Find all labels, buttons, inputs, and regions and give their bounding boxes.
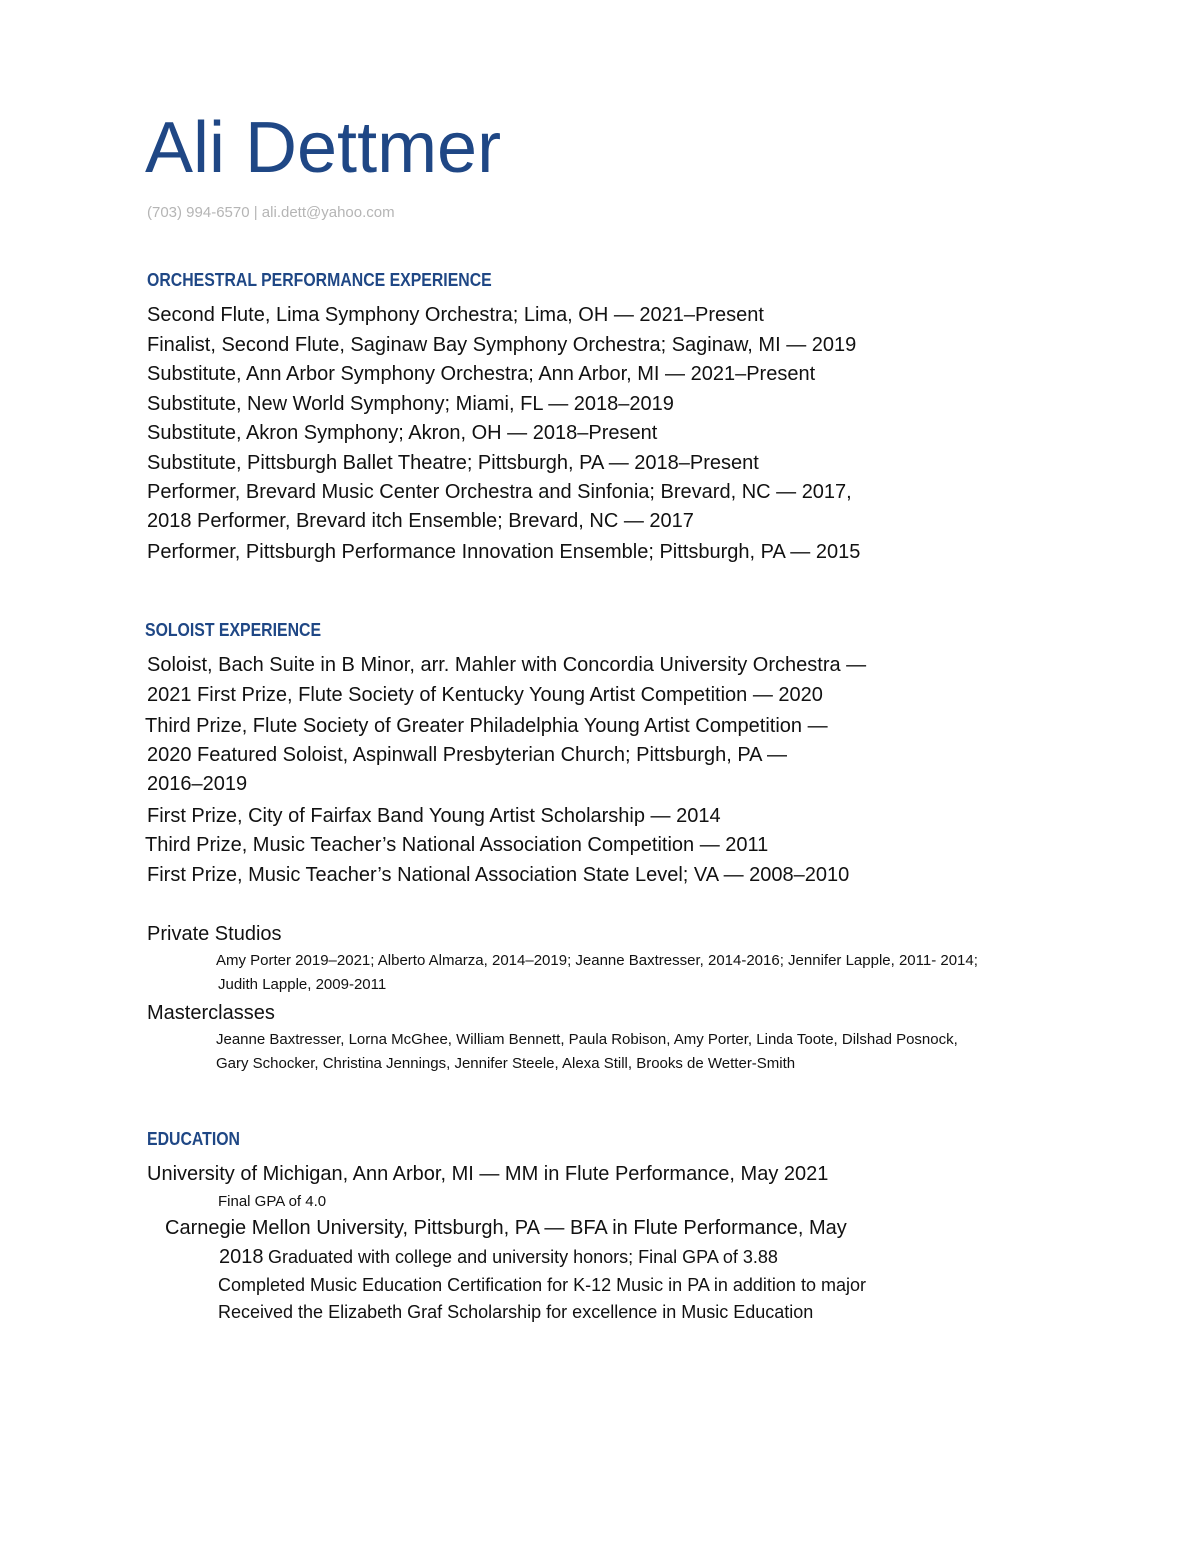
soloist-line: Soloist, Bach Suite in B Minor, arr. Mahler with Concordia University Orchestra — (147, 654, 867, 676)
orchestral-line: Finalist, Second Flute, Saginaw Bay Symphony Orchestra; Saginaw, MI — 2019 (147, 334, 857, 356)
education-cmu-honors-row (219, 1247, 778, 1267)
orchestral-line: 2018 Performer, Brevard itch Ensemble; Brevard, NC — 2017 (147, 510, 694, 532)
education-cmu-scholarship: Received the Elizabeth Graf Scholarship for excellence in Music Education (218, 1302, 814, 1322)
studios-line: Judith Lapple, 2009-2011 (218, 976, 387, 993)
studios-line: Amy Porter 2019–2021; Alberto Almarza, 2014–2019; Jeanne Baxtresser, 2014-2016; Jennifer Lapple, 2011- 2014; (216, 952, 978, 969)
masterclasses-line: Jeanne Baxtresser, Lorna McGhee, William Bennett, Paula Robison, Amy Porter, Linda Toote, Dilshad Posnock, (216, 1031, 958, 1048)
education-umich: University of Michigan, Ann Arbor, MI — MM in Flute Performance, May 2021 (147, 1163, 829, 1185)
orchestral-line: Second Flute, Lima Symphony Orchestra; Lima, OH — 2021–Present (147, 304, 764, 326)
education-umich-gpa: Final GPA of 4.0 (218, 1193, 327, 1210)
section-heading-orchestral: ORCHESTRAL PERFORMANCE EXPERIENCE (147, 270, 492, 290)
education-cmu-certification: Completed Music Education Certification for K-12 Music in PA in addition to major (218, 1275, 866, 1295)
soloist-line: First Prize, City of Fairfax Band Young Artist Scholarship — 2014 (147, 805, 721, 827)
soloist-line: 2020 Featured Soloist, Aspinwall Presbyterian Church; Pittsburgh, PA — (147, 744, 787, 766)
soloist-line: Third Prize, Flute Society of Greater Philadelphia Young Artist Competition — (145, 715, 828, 737)
education-cmu-honors: Graduated with college and university honors; Final GPA of 3.88 (267, 1247, 778, 1267)
candidate-name: Ali Dettmer (145, 108, 502, 188)
orchestral-line: Substitute, Akron Symphony; Akron, OH — 2018–Present (147, 422, 658, 444)
section-heading-soloist: SOLOIST EXPERIENCE (145, 620, 322, 640)
subsection-heading-masterclasses: Masterclasses (147, 1002, 275, 1024)
contact-info: (703) 994-6570 | ali.dett@yahoo.com (147, 204, 395, 221)
soloist-line: First Prize, Music Teacher’s National Association State Level; VA — 2008–2010 (147, 864, 850, 886)
subsection-heading-private-studios: Private Studios (147, 923, 282, 945)
soloist-line: 2016–2019 (147, 773, 248, 795)
orchestral-line: Performer, Brevard Music Center Orchestra and Sinfonia; Brevard, NC — 2017, (147, 481, 852, 503)
orchestral-line: Substitute, Pittsburgh Ballet Theatre; Pittsburgh, PA — 2018–Present (147, 452, 759, 474)
masterclasses-line: Gary Schocker, Christina Jennings, Jennifer Steele, Alexa Still, Brooks de Wetter-Smith (216, 1055, 796, 1072)
orchestral-line: Performer, Pittsburgh Performance Innovation Ensemble; Pittsburgh, PA — 2015 (147, 541, 861, 563)
soloist-line: Third Prize, Music Teacher’s National Association Competition — 2011 (145, 834, 769, 856)
soloist-line: 2021 First Prize, Flute Society of Kentucky Young Artist Competition — 2020 (147, 684, 823, 706)
education-cmu-year: 2018 (219, 1246, 264, 1268)
section-heading-education: EDUCATION (147, 1129, 240, 1149)
education-cmu: Carnegie Mellon University, Pittsburgh, PA — BFA in Flute Performance, May (165, 1217, 847, 1239)
orchestral-line: Substitute, New World Symphony; Miami, FL — 2018–2019 (147, 393, 674, 415)
orchestral-line: Substitute, Ann Arbor Symphony Orchestra; Ann Arbor, MI — 2021–Present (147, 363, 816, 385)
